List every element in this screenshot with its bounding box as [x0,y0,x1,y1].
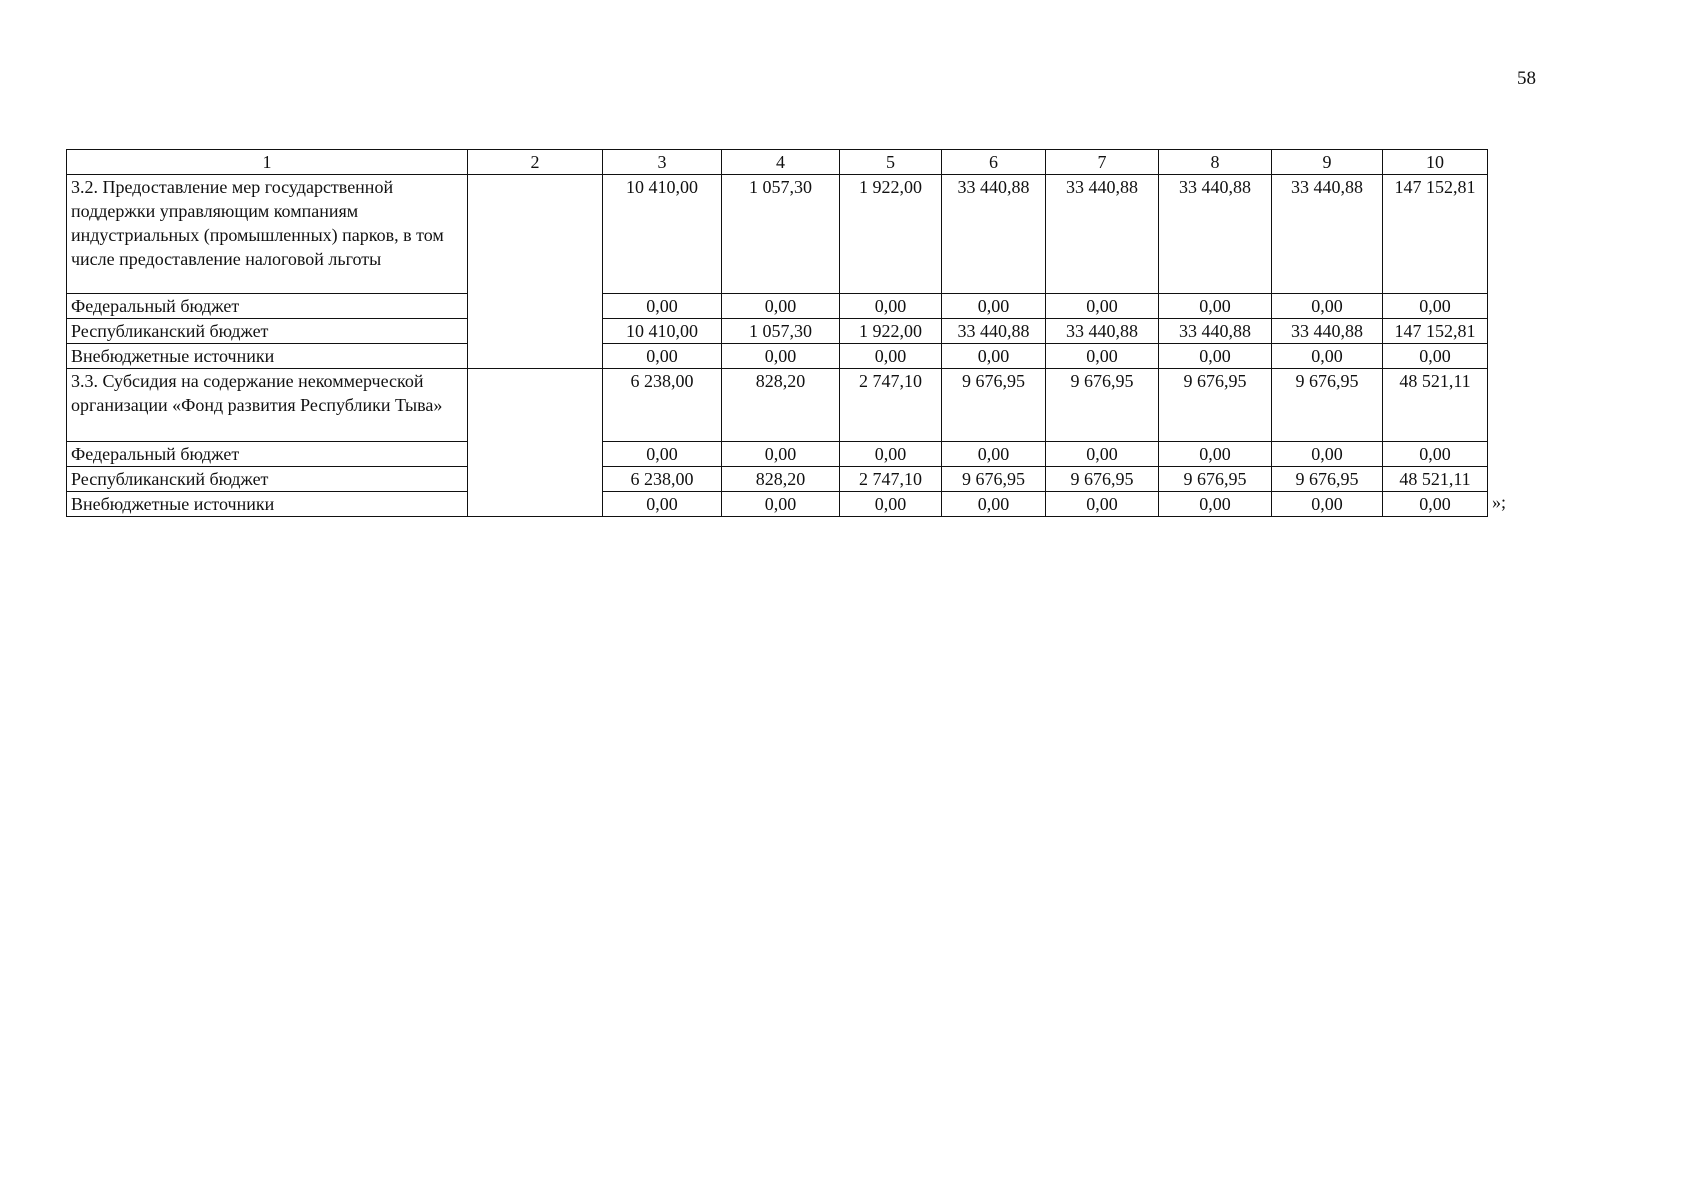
budget-table [66,149,1488,517]
row-label: Республиканский бюджет [67,467,468,492]
section-title: 3.2. Предоставление мер государственной поддержки управляющим компаниям индустриальных (промышленных) парков, в том числе предоставление налоговой льготы [67,175,468,294]
row-label: Федеральный бюджет [67,442,468,467]
value-cell: 2 747,10 [840,467,942,492]
header-cell: 10 [1383,150,1488,175]
header-cell: 9 [1272,150,1383,175]
value-cell: 0,00 [942,492,1046,517]
value-cell: 9 676,95 [942,467,1046,492]
page-number: 58 [1517,68,1536,89]
table-body [67,150,1488,517]
value-cell: 0,00 [942,294,1046,319]
value-cell: 0,00 [1383,442,1488,467]
section-title: 3.3. Субсидия на содержание некоммерческой организации «Фонд развития Республики Тыва» [67,369,468,442]
value-cell: 1 057,30 [722,319,840,344]
value-cell: 1 057,30 [722,175,840,294]
value-cell: 0,00 [1159,344,1272,369]
value-cell: 6 238,00 [603,369,722,442]
value-cell: 0,00 [1383,492,1488,517]
value-cell: 48 521,11 [1383,369,1488,442]
value-cell: 828,20 [722,369,840,442]
table-row [67,344,1488,369]
value-cell: 147 152,81 [1383,319,1488,344]
value-cell: 33 440,88 [942,175,1046,294]
value-cell: 9 676,95 [1046,467,1159,492]
table-row [67,294,1488,319]
row-label: Республиканский бюджет [67,319,468,344]
value-cell: 0,00 [603,442,722,467]
value-cell: 0,00 [1159,442,1272,467]
value-cell: 0,00 [1046,294,1159,319]
column-2-cell [468,175,603,369]
section-title-row [67,175,1488,294]
value-cell: 10 410,00 [603,175,722,294]
value-cell: 33 440,88 [1272,319,1383,344]
table-row [67,319,1488,344]
table-row [67,492,1488,517]
value-cell: 0,00 [840,294,942,319]
value-cell: 9 676,95 [1272,467,1383,492]
value-cell: 0,00 [942,344,1046,369]
header-cell: 7 [1046,150,1159,175]
value-cell: 33 440,88 [1159,175,1272,294]
value-cell: 48 521,11 [1383,467,1488,492]
value-cell: 0,00 [1272,344,1383,369]
value-cell: 0,00 [840,442,942,467]
value-cell: 0,00 [840,344,942,369]
header-cell: 8 [1159,150,1272,175]
value-cell: 0,00 [1046,344,1159,369]
value-cell: 2 747,10 [840,369,942,442]
value-cell: 1 922,00 [840,175,942,294]
row-label: Внебюджетные источники [67,492,468,517]
value-cell: 828,20 [722,467,840,492]
value-cell: 0,00 [1046,492,1159,517]
value-cell: 0,00 [1046,442,1159,467]
value-cell: 6 238,00 [603,467,722,492]
value-cell: 0,00 [722,492,840,517]
header-cell: 2 [468,150,603,175]
value-cell: 10 410,00 [603,319,722,344]
value-cell: 0,00 [722,344,840,369]
value-cell: 9 676,95 [1159,369,1272,442]
value-cell: 9 676,95 [1046,369,1159,442]
value-cell: 9 676,95 [942,369,1046,442]
value-cell: 0,00 [942,442,1046,467]
value-cell: 0,00 [1383,294,1488,319]
value-cell: 0,00 [1159,294,1272,319]
row-label: Внебюджетные источники [67,344,468,369]
value-cell: 0,00 [603,294,722,319]
row-label: Федеральный бюджет [67,294,468,319]
value-cell: 0,00 [1383,344,1488,369]
value-cell: 33 440,88 [1046,175,1159,294]
value-cell: 33 440,88 [1272,175,1383,294]
value-cell: 9 676,95 [1159,467,1272,492]
closing-mark: »; [1492,492,1507,512]
header-cell: 1 [67,150,468,175]
value-cell: 0,00 [722,442,840,467]
value-cell: 0,00 [603,344,722,369]
value-cell: 0,00 [1272,294,1383,319]
header-cell: 4 [722,150,840,175]
header-cell: 3 [603,150,722,175]
value-cell: 1 922,00 [840,319,942,344]
value-cell: 33 440,88 [1159,319,1272,344]
value-cell: 0,00 [840,492,942,517]
value-cell: 33 440,88 [942,319,1046,344]
column-2-cell [468,369,603,517]
table-row [67,442,1488,467]
value-cell: 9 676,95 [1272,369,1383,442]
value-cell: 147 152,81 [1383,175,1488,294]
section-title-row [67,369,1488,442]
value-cell: 33 440,88 [1046,319,1159,344]
value-cell: 0,00 [722,294,840,319]
header-cell: 5 [840,150,942,175]
header-cell: 6 [942,150,1046,175]
value-cell: 0,00 [1159,492,1272,517]
value-cell: 0,00 [603,492,722,517]
value-cell: 0,00 [1272,442,1383,467]
value-cell: 0,00 [1272,492,1383,517]
table-row [67,467,1488,492]
header-row [67,150,1488,175]
